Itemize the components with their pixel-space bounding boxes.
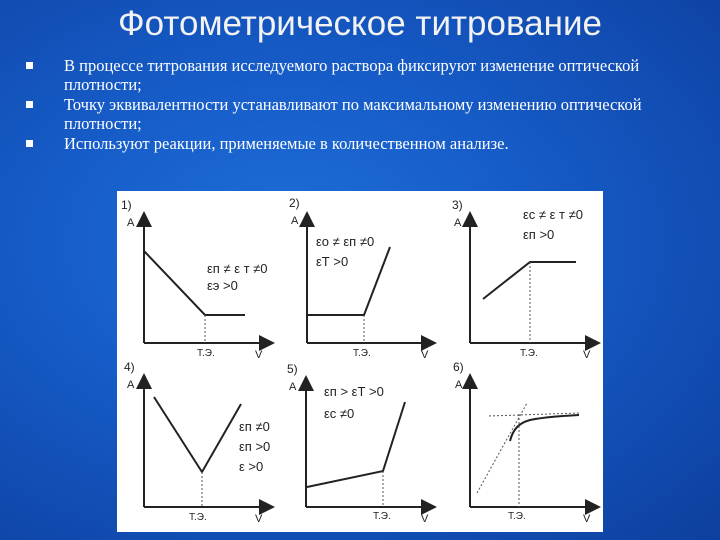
condition-text: εТ >0 [316,254,349,269]
titration-curve [510,415,579,441]
titration-curve [307,402,405,487]
bullet-item [22,134,712,153]
y-axis-label: A [291,215,299,227]
condition-text: εп >0 [523,227,555,242]
titration-curve [154,397,241,472]
curve-panel-5 [287,362,429,525]
equivalence-point-label: Т.Э. [189,512,207,523]
curve-panel-1 [121,198,268,361]
panel-number: 5) [287,362,298,376]
condition-text: εп ≠0 [239,419,270,434]
condition-text: ε >0 [239,459,264,474]
titration-curves-figure [117,191,603,532]
bullet-list [22,56,712,154]
y-axis-label: A [127,217,135,229]
panel-number: 4) [124,360,135,374]
panel-number: 6) [453,360,464,374]
square-bullet-icon [26,140,33,147]
x-axis-label: V [255,349,263,361]
curve-panel-2 [289,196,429,361]
curve-panel-6 [453,360,593,525]
equivalence-point-label: Т.Э. [508,511,526,522]
square-bullet-icon [26,62,33,69]
curve-panel-4 [124,360,270,525]
y-axis-label: A [289,381,297,393]
condition-text: εс ≠ ε т ≠0 [523,207,583,222]
panel-number: 3) [452,198,463,212]
equivalence-point-label: Т.Э. [197,348,215,359]
bullet-text: В процессе титрования исследуемого раствора фиксируют изменение оптической плотности; [64,56,640,94]
x-axis-label: V [583,349,591,361]
bullet-text: Точку эквивалентности устанавливают по максимальному изменению оптической плотности; [64,95,642,133]
condition-text: εп ≠ ε т ≠0 [207,261,268,276]
equivalence-point-label: Т.Э. [520,348,538,359]
square-bullet-icon [26,101,33,108]
curve-panel-3 [452,198,593,361]
x-axis-label: V [583,513,591,525]
y-axis-label: A [454,217,462,229]
x-axis-label: V [255,513,263,525]
equivalence-point-label: Т.Э. [373,511,391,522]
panel-number: 1) [121,198,132,212]
condition-text: εэ >0 [207,278,238,293]
y-axis-label: A [127,379,135,391]
condition-text: εо ≠ εп ≠0 [316,234,375,249]
equivalence-point-label: Т.Э. [353,348,371,359]
panel-number: 2) [289,196,300,210]
x-axis-label: V [421,349,429,361]
condition-text: εп >0 [239,439,271,454]
bullet-item [22,56,712,94]
slide-title: Фотометрическое титрование [118,4,602,43]
x-axis-label: V [421,513,429,525]
condition-text: εс ≠0 [324,406,355,421]
bullet-item [22,95,712,133]
condition-text: εп > εТ >0 [324,384,384,399]
bullet-text: Используют реакции, применяемые в количественном анализе. [64,134,509,153]
y-axis-label: A [455,379,463,391]
